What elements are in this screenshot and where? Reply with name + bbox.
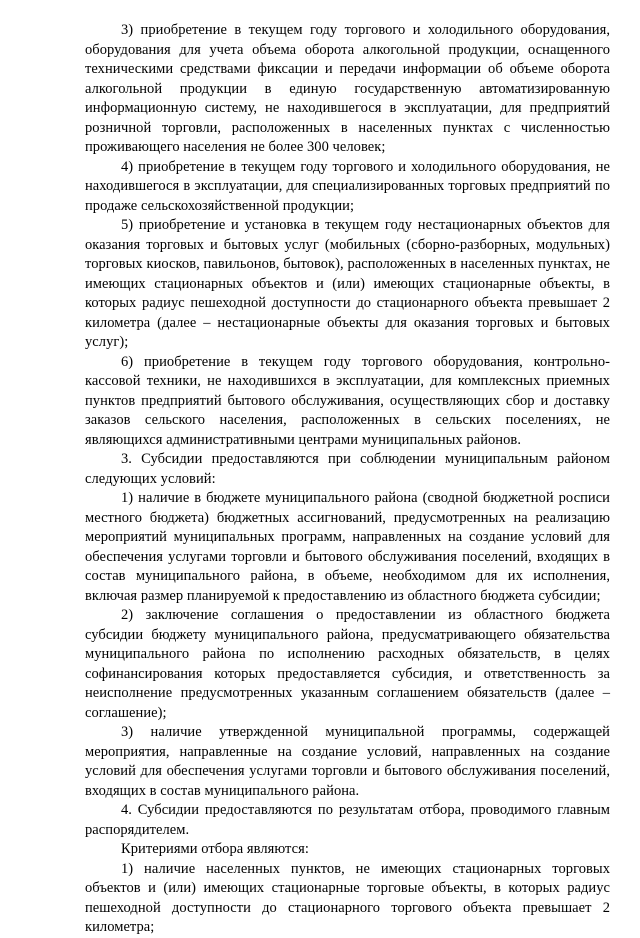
- paragraph-section-4-selection: 4. Субсидии предоставляются по результатам отбора, проводимого главным распорядителем.: [85, 802, 610, 838]
- paragraph-item-4-specialized-trade: 4) приобретение в текущем году торгового и холодильного оборудования, не находившегося в эксплуатации, для специализированных торговых предприятий по продаже сельскохозяйственной продукции;: [85, 158, 610, 214]
- paragraph-item-3-trade-equipment: 3) приобретение в текущем году торгового и холодильного оборудования, оборудования для учета объема оборота алкогольной продукции, оснащенного техническими средствами фиксации и передачи информации об объеме оборота алкогольной продукции в единую государственную автоматизированную информационную систему, не находившегося в эксплуатации, для предприятий розничной торговли, расположенных в населенных пунктах с численностью проживающего населения не более 300 человек;: [85, 22, 610, 155]
- paragraph-item-5-nonstationary-objects: 5) приобретение и установка в текущем году нестационарных объектов для оказания торговых и бытовых услуг (мобильных (сборно-разборных, модульных) торговых киосков, павильонов, бытовок), расположенных в населенных пунктах, не имеющих стационарных объектов и (или) имеющих стационарные объекты, в которых радиус пешеходной доступности до стационарного объекта превышает 2 километра (далее – нестационарные объекты для оказания торговых и бытовых услуг);: [85, 217, 610, 350]
- paragraph-item-6-service-points: 6) приобретение в текущем году торгового оборудования, контрольно-кассовой техники, не находившихся в эксплуатации, для комплексных приемных пунктов предприятий бытового обслуживания, осуществляющих сбор и доставку заказов сельского населения, расположенных в сельских поселениях, не являющихся административными центрами муниципальных районов.: [85, 353, 610, 448]
- paragraph-condition-1-budget: 1) наличие в бюджете муниципального района (сводной бюджетной росписи местного бюджета) бюджетных ассигнований, предусмотренных на реализацию мероприятий муниципальных программ, направленных на создание условий для обеспечения услугами торговли и бытового обслуживания поселений, входящих в состав муниципального района, в объеме, необходимом для их исполнения, включая размер планируемой к предоставлению из областного бюджета субсидии;: [85, 490, 610, 604]
- paragraph-condition-3-program: 3) наличие утвержденной муниципальной программы, содержащей мероприятия, направленные на создание условий, направленных на создание условий для обеспечения услугами торговли и бытового обслуживания поселений, входящих в состав муниципального района.: [85, 724, 610, 799]
- paragraph-criterion-1: 1) наличие населенных пунктов, не имеющих стационарных торговых объектов и (или) имеющих стационарные торговые объекты, в которых радиус пешеходной доступности до стационарного торгового объекта превышает 2 километра;: [85, 860, 610, 935]
- paragraph-condition-2-agreement: 2) заключение соглашения о предоставлении из областного бюджета субсидии бюджету муниципального района, предусматривающего обязательства муниципального района по исполнению расходных обязательств, в целях софинансирования которых предоставляется субсидия, и ответственность за неисполнение предусмотренных указанным соглашением обязательств (далее – соглашение);: [85, 607, 610, 721]
- paragraph-criteria-heading: Критериями отбора являются:: [121, 841, 309, 857]
- paragraph-section-3-conditions: 3. Субсидии предоставляются при соблюдении муниципальным районом следующих условий:: [85, 451, 610, 487]
